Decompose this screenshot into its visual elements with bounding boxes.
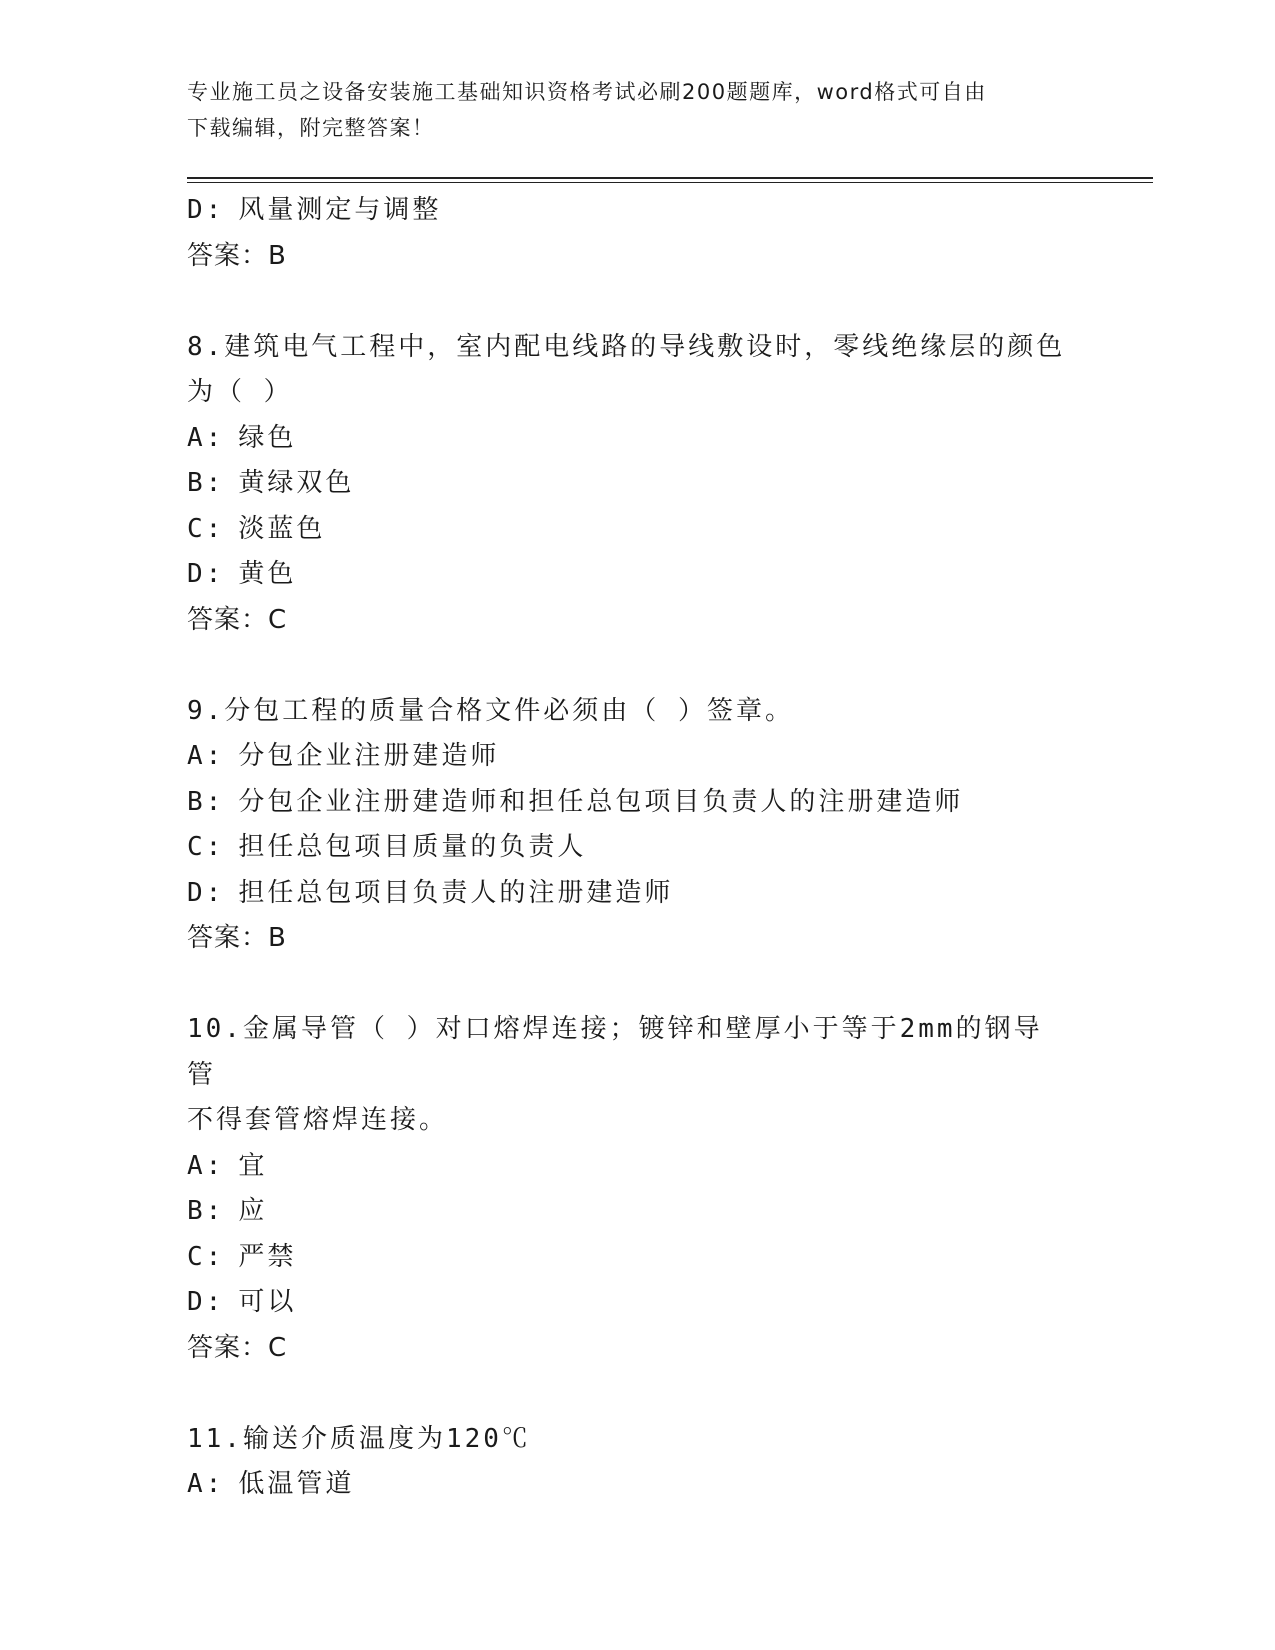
option-separator: : [205, 195, 225, 225]
option-text: 黄色 [238, 559, 297, 589]
question-10-option-b [187, 1189, 1067, 1235]
option-separator: : [205, 1241, 225, 1272]
question-9-answer: 答案：B [187, 923, 287, 953]
option-letter: A [187, 1150, 206, 1181]
header-title-line-2: 下载编辑，附完整答案！ [187, 116, 435, 140]
answer-previous: 答案：B [187, 240, 287, 271]
question-10-option-c [187, 1235, 1067, 1281]
option-separator: : [205, 1196, 225, 1226]
question-11-option-a [187, 1462, 1067, 1508]
question-content [187, 188, 1067, 1508]
option-separator: : [205, 832, 225, 862]
question-10-option-d [187, 1280, 1067, 1326]
question-9-option-c [187, 825, 1067, 871]
document-header [187, 74, 1067, 146]
question-8-option-d [187, 552, 1067, 598]
spacer [187, 279, 1067, 325]
question-9-option-d [187, 871, 1067, 917]
question-stem-line: 不得套管熔焊连接。 [187, 1105, 449, 1135]
question-8-option-b [187, 461, 1067, 507]
option-text: 严禁 [238, 1241, 297, 1272]
option-text: 淡蓝色 [238, 513, 326, 544]
option-text: 担任总包项目负责人的注册建造师 [238, 877, 674, 908]
option-letter: D [187, 195, 206, 225]
option-separator: : [205, 877, 225, 908]
question-8-option-c [187, 507, 1067, 553]
question-stem-line: 9.分包工程的质量合格文件必须由（ ）签章。 [187, 695, 794, 726]
option-text: 绿色 [238, 422, 297, 453]
question-9-option-b [187, 780, 1067, 826]
option-text: 分包企业注册建造师和担任总包项目负责人的注册建造师 [238, 786, 964, 817]
option-text: 担任总包项目质量的负责人 [238, 832, 587, 862]
option-letter: D [187, 1287, 206, 1317]
option-text: 黄绿双色 [238, 468, 355, 498]
question-11-stem [187, 1417, 1067, 1463]
option-separator: : [205, 1150, 225, 1181]
header-rule-thin [187, 182, 1153, 183]
question-stem-line: 10.金属导管（ ）对口熔焊连接；镀锌和壁厚小于等于2mm的钢导管 [187, 1014, 1043, 1090]
question-10-stem [187, 1007, 1067, 1144]
option-letter: A [187, 741, 206, 771]
spacer [187, 1371, 1067, 1417]
question-stem-line: 为（ ） [187, 377, 293, 407]
option-text: 宜 [238, 1150, 268, 1181]
option-text: 可以 [238, 1287, 297, 1317]
spacer [187, 643, 1067, 689]
option-letter: A [187, 1469, 206, 1499]
question-8-stem [187, 325, 1067, 416]
option-separator: : [205, 559, 225, 589]
question-8-option-a [187, 416, 1067, 462]
option-letter: A [187, 422, 206, 453]
option-text: 应 [238, 1196, 268, 1226]
option-letter: D [187, 559, 206, 589]
option-letter: B [187, 468, 206, 498]
question-10-option-a [187, 1144, 1067, 1190]
option-d-previous [187, 188, 1067, 234]
option-letter: C [187, 832, 206, 862]
option-separator: : [205, 513, 225, 544]
option-text: 分包企业注册建造师 [238, 741, 500, 771]
option-text: 风量测定与调整 [238, 195, 442, 225]
option-separator: : [205, 422, 225, 453]
option-letter: B [187, 786, 206, 817]
header-rule-thick [187, 177, 1153, 179]
question-stem-line: 8.建筑电气工程中，室内配电线路的导线敷设时，零线绝缘层的颜色 [187, 331, 1066, 362]
option-letter: D [187, 877, 206, 908]
option-letter: B [187, 1196, 206, 1226]
question-10-answer: 答案：C [187, 1332, 288, 1363]
option-separator: : [205, 1469, 225, 1499]
question-9-stem [187, 689, 1067, 735]
option-separator: : [205, 1287, 225, 1317]
option-separator: : [205, 786, 225, 817]
option-letter: C [187, 513, 206, 544]
option-text: 低温管道 [238, 1469, 355, 1499]
option-letter: C [187, 1241, 206, 1272]
header-title-line-1: 专业施工员之设备安装施工基础知识资格考试必刷200题题库，word格式可自由 [187, 80, 987, 104]
spacer [187, 962, 1067, 1008]
option-separator: : [205, 741, 225, 771]
question-9-option-a [187, 734, 1067, 780]
option-separator: : [205, 468, 225, 498]
question-stem-line: 11.输送介质温度为120℃ [187, 1423, 531, 1454]
question-8-answer: 答案：C [187, 604, 288, 635]
